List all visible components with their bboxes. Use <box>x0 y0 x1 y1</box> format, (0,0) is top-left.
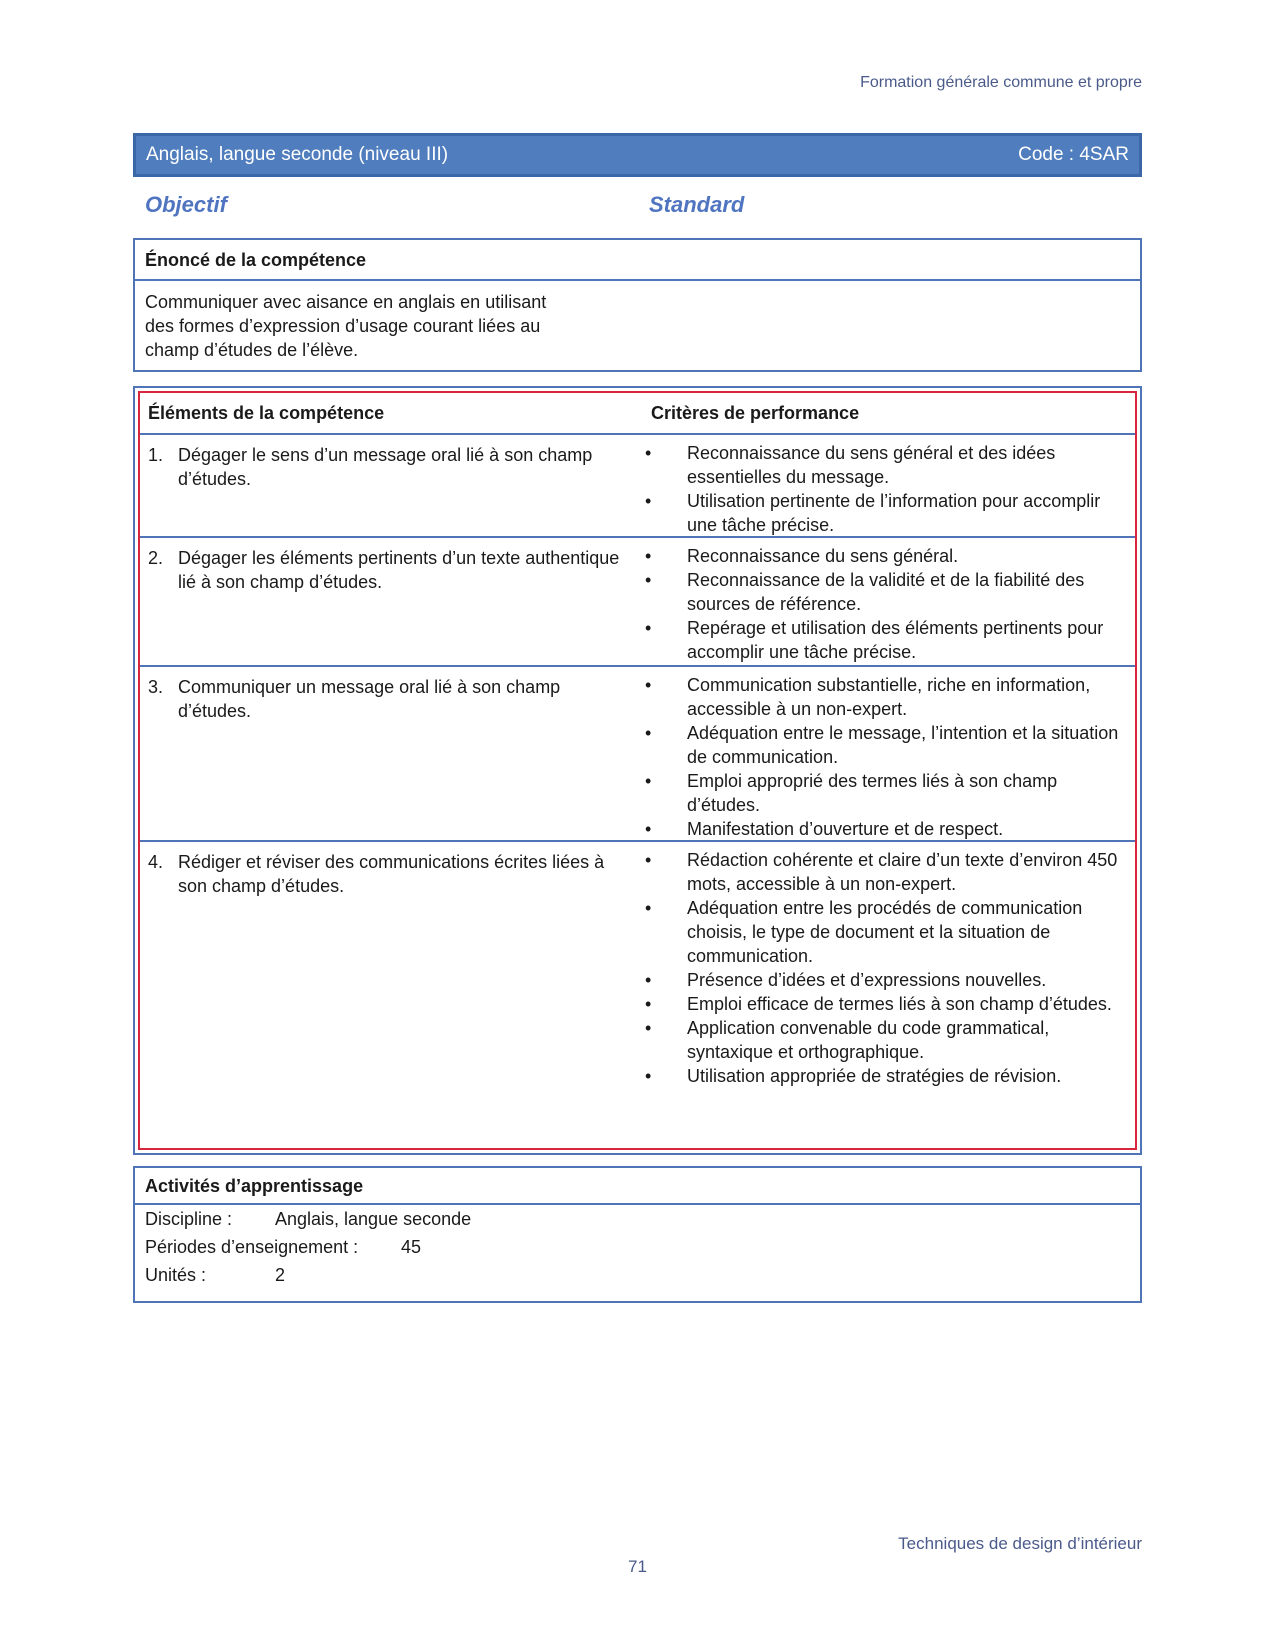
criterion-item <box>643 968 1123 992</box>
element-cell <box>140 842 643 1135</box>
bullet-icon: • <box>645 570 652 590</box>
criterion-text: Utilisation appropriée de stratégies de révision. <box>687 1066 1062 1086</box>
element-cell <box>140 667 643 840</box>
criterion-text: Application convenable du code grammatical, syntaxique et orthographique. <box>687 1018 1050 1062</box>
bullet-icon: • <box>645 618 652 638</box>
criterion-item <box>643 1016 1123 1064</box>
learning-activities-box <box>133 1166 1142 1303</box>
bullet-icon: • <box>645 850 652 870</box>
bullet-icon: • <box>645 1066 652 1086</box>
bullet-icon: • <box>645 898 652 918</box>
element-number: 4. <box>148 852 164 872</box>
criterion-text: Communication substantielle, riche en information, accessible à un non-expert. <box>687 675 1091 719</box>
criterion-item <box>643 489 1123 537</box>
criterion-text: Emploi approprié des termes liés à son champ d’études. <box>687 771 1058 815</box>
discipline-value: Anglais, langue seconde <box>275 1209 472 1229</box>
criterion-text: Présence d’idées et d’expressions nouvelles. <box>687 970 1047 990</box>
course-title: Anglais, langue seconde (niveau III) <box>146 144 449 165</box>
criterion-item <box>643 673 1123 721</box>
discipline-label: Discipline : <box>145 1209 233 1229</box>
criterion-item <box>643 817 1123 841</box>
bullet-icon: • <box>645 723 652 743</box>
element-number: 1. <box>148 445 164 465</box>
criteria-cell <box>643 667 1135 840</box>
criterion-item <box>643 848 1123 896</box>
elements-table <box>138 391 1137 1150</box>
bullet-icon: • <box>645 994 652 1014</box>
element-row <box>140 842 1135 1135</box>
element-row <box>140 538 1135 667</box>
criterion-item <box>643 721 1123 769</box>
bullet-icon: • <box>645 970 652 990</box>
criteria-cell <box>643 435 1135 536</box>
element-text: Dégager le sens d’un message oral lié à son champ d’études. <box>178 445 593 489</box>
criterion-item <box>643 1064 1123 1088</box>
element-text: Communiquer un message oral lié à son champ d’études. <box>178 677 561 721</box>
competence-statement-box <box>133 238 1142 372</box>
criteria-column-heading: Critères de performance <box>651 402 860 423</box>
element-number: 3. <box>148 677 164 697</box>
statement-line: champ d’études de l’élève. <box>145 340 359 360</box>
objective-label: Objectif <box>145 192 227 217</box>
criterion-item <box>643 441 1123 489</box>
criteria-cell <box>643 842 1135 1135</box>
elements-table-body <box>140 435 1135 1135</box>
criterion-text: Adéquation entre le message, l’intention et la situation de communication. <box>687 723 1119 767</box>
criterion-item <box>643 616 1123 664</box>
running-header: Formation générale commune et propre <box>860 74 1142 91</box>
statement-line: Communiquer avec aisance en anglais en utilisant <box>145 292 547 312</box>
criterion-text: Reconnaissance de la validité et de la fiabilité des sources de référence. <box>687 570 1085 614</box>
periods-label: Périodes d’enseignement : <box>145 1237 359 1257</box>
criterion-text: Rédaction cohérente et claire d’un texte d’environ 450 mots, accessible à un non-expert. <box>687 850 1118 894</box>
course-code: Code : 4SAR <box>1018 144 1129 165</box>
element-row <box>140 435 1135 538</box>
criterion-item <box>643 568 1123 616</box>
bullet-icon: • <box>645 819 652 839</box>
element-cell <box>140 538 643 665</box>
criteria-cell <box>643 538 1135 665</box>
competence-statement-text <box>135 281 615 371</box>
element-number: 2. <box>148 548 164 568</box>
criterion-item <box>643 769 1123 817</box>
bullet-icon: • <box>645 675 652 695</box>
bullet-icon: • <box>645 546 652 566</box>
bullet-icon: • <box>645 771 652 791</box>
units-line <box>135 1261 1140 1289</box>
criterion-item <box>643 896 1123 968</box>
criterion-text: Emploi efficace de termes liés à son champ d’études. <box>687 994 1112 1014</box>
criterion-text: Reconnaissance du sens général et des idées essentielles du message. <box>687 443 1056 487</box>
elements-table-box <box>133 386 1142 1155</box>
element-cell <box>140 435 643 536</box>
criterion-text: Reconnaissance du sens général. <box>687 546 959 566</box>
units-value: 2 <box>275 1265 286 1285</box>
criterion-text: Manifestation d’ouverture et de respect. <box>687 819 1004 839</box>
learning-activities-heading: Activités d’apprentissage <box>135 1168 1140 1205</box>
elements-table-header <box>140 393 1135 435</box>
bullet-icon: • <box>645 491 652 511</box>
bullet-icon: • <box>645 1018 652 1038</box>
periods-value: 45 <box>401 1237 422 1257</box>
course-title-bar <box>133 133 1142 177</box>
criterion-text: Adéquation entre les procédés de communication choisis, le type de document et la situation de communication. <box>687 898 1083 966</box>
footer-program: Techniques de design d’intérieur <box>898 1534 1142 1553</box>
element-text: Rédiger et réviser des communications écrites liées à son champ d’études. <box>178 852 605 896</box>
competence-statement-heading: Énoncé de la compétence <box>135 240 1140 281</box>
periods-line <box>135 1233 1140 1261</box>
standard-label: Standard <box>649 192 745 217</box>
criterion-item <box>643 544 1123 568</box>
discipline-line <box>135 1205 1140 1233</box>
criterion-item <box>643 992 1123 1016</box>
criterion-text: Repérage et utilisation des éléments pertinents pour accomplir une tâche précise. <box>687 618 1104 662</box>
page-number: 71 <box>628 1557 647 1576</box>
bullet-icon: • <box>645 443 652 463</box>
objective-standard-row <box>145 192 1045 220</box>
units-label: Unités : <box>145 1265 207 1285</box>
elements-column-heading: Éléments de la compétence <box>148 402 385 423</box>
element-text: Dégager les éléments pertinents d’un texte authentique lié à son champ d’études. <box>178 548 620 592</box>
statement-line: des formes d’expression d’usage courant liées au <box>145 316 541 336</box>
criterion-text: Utilisation pertinente de l’information pour accomplir une tâche précise. <box>687 491 1101 535</box>
element-row <box>140 667 1135 842</box>
